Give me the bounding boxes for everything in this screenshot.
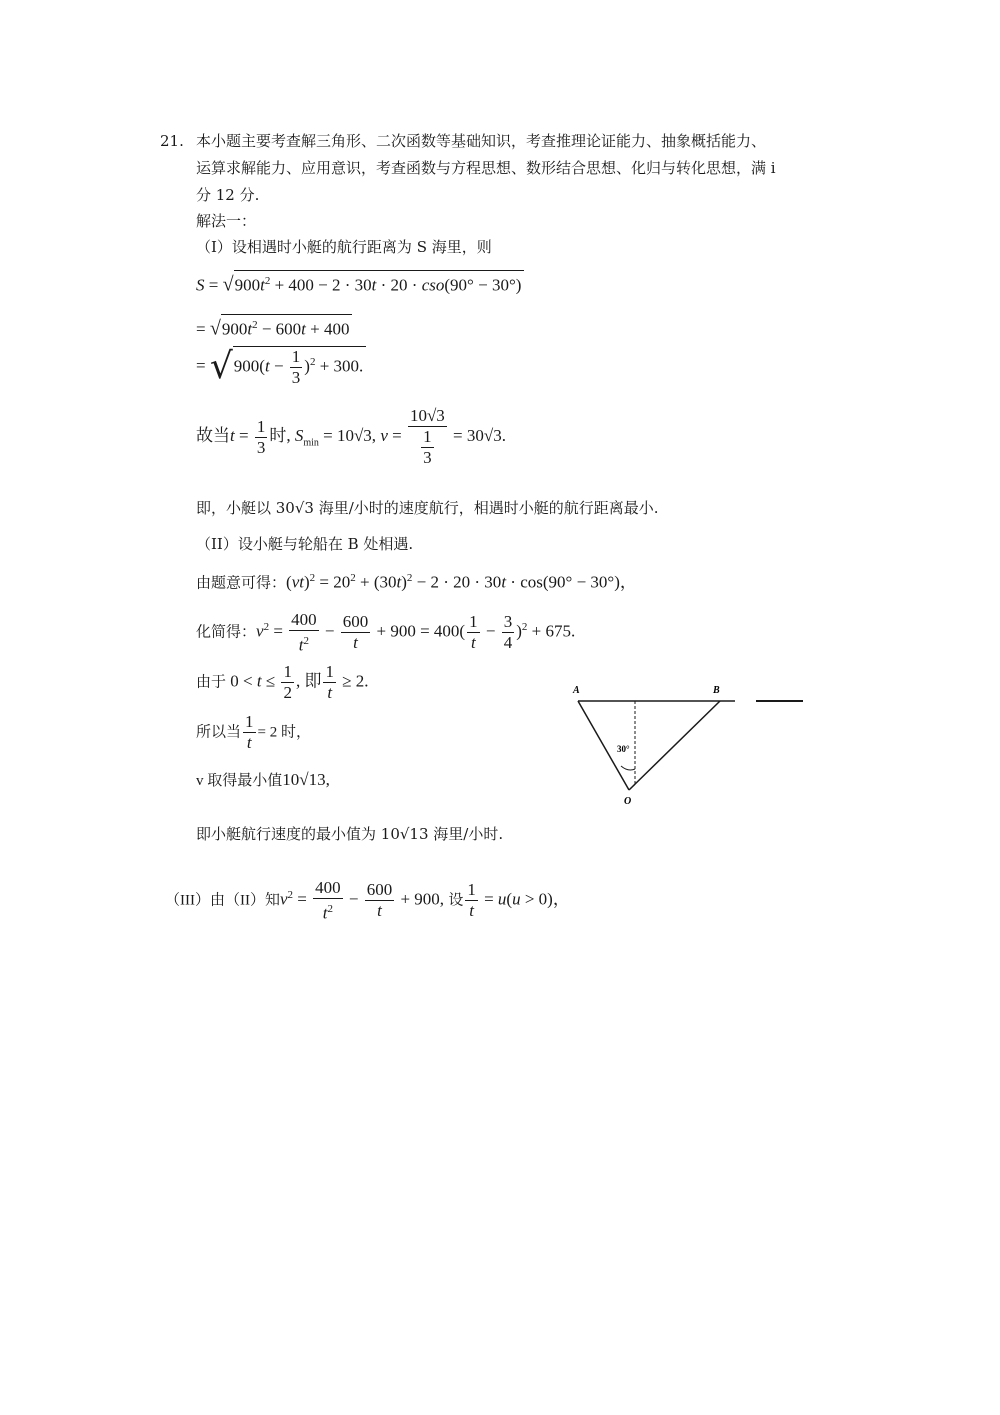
label-a: A [573,685,580,696]
label-o: O [624,796,632,807]
part2-conclusion: 即小艇航行速度的最小值为 10√13 海里/小时. [196,825,504,843]
part2-eq-label: 由题意可得： [196,575,287,592]
triangle-figure [560,680,820,810]
equation-part3: （III）由（II）知$v^2$ = $\frac{400}{t^2}$ − $\frac{600}{t}$ + 900, 设 $\frac{1}{t}$ = u(u > 0)， [165,878,570,923]
label-b: B [713,685,720,696]
part1-conclusion: 即，小艇以 30√3 海里/小时的速度航行，相遇时小艇的航行距离最小. [196,499,659,517]
part1-intro: （I）设相遇时小艇的航行距离为 S 海里，则 [196,238,492,256]
part3-let: 设 [448,892,464,909]
intro-line-3: 分 12 分. [196,186,260,204]
equation-min-v [196,770,330,791]
equation-s-1: $S = √900t^2 + 400 - 2 \cdot 30t \cdot 20 \cdot cso(90^\circ - 30^\circ)$ [196,270,524,296]
angle-arc [621,766,635,770]
equation-simplified: 化简得：$v^2$ = $\frac{400}{t^2}$ − $\frac{600}{t}$ + 900 = 400( $\frac{1}{t}$ − $\frac{3}{4}$ )$^2$ + 675. [196,610,576,655]
intro-line-1: 本小题主要考查解三角形、二次函数等基础知识，考查推理论证能力、抽象概括能力、 [196,132,767,150]
part2-so-prefix: 所以当 [196,724,242,741]
equation-range: 由于 0 < t ≤ $\frac{1}{2}$ , 即 $\frac{1}{t}$ ≥ 2. [196,662,369,702]
part2-min-value: 10√13, [282,770,330,789]
part2-min-prefix: v 取得最小值 [196,773,283,789]
problem-number: 21. [160,132,184,150]
equation-s-3: = √900(t − $\frac{1}{3}$ )$^2$ + 300. [196,346,366,388]
line-bo [629,701,720,790]
part2-intro: （II）设小艇与轮船在 B 处相遇. [196,535,414,553]
method-title: 解法一： [196,212,257,230]
equation-when: 所以当 $\frac{1}{t}$ = 2 时， [196,712,311,752]
part2-so-suffix: = 2 时， [257,724,311,741]
equation-law-of-cosines: 由题意可得：$(vt)^2 = 20^2 + (30t)^2 - 2 \cdot 20 \cdot 30t \cdot \cos(90^\circ - 30^\circ)$， [196,572,637,592]
equation-s-2: = $√900t^2 - 600t + 400$ [196,314,352,340]
equation-min: 故当t = $\frac{1}{3}$ 时, $S_{min} = 10√3$, v = $\frac{10√3}{\frac{1}{3}}$ = 30√3. [196,406,506,467]
intro-line-2: 运算求解能力、应用意识，考查函数与方程思想、数形结合思想、化归与转化思想，满 i [196,159,776,177]
part2-simplify-label: 化简得： [196,624,257,641]
part3-prefix: （III）由（II）知 [165,892,280,909]
angle-label: 30° [617,744,630,754]
part2-since-prefix: 由于 [196,674,227,691]
